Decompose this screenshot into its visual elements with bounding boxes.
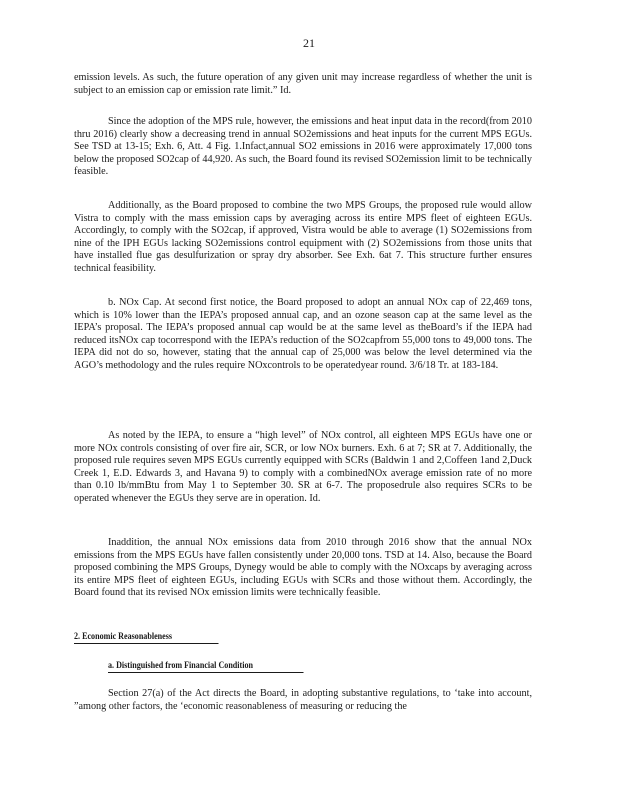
paragraph-2: Since the adoption of the MPS rule, however, the emissions and heat input data in the record(from 2010 thru 2016) clearly show a decreasing trend in annual SO2emissions and heat inputs for the current MPS EGUs. See TSD at 13-15; Exh. 6, Att. 4 Fig. 1.Infact,annual SO2 emissions in 2016 were approximately 17,000 tons below the proposed SO2cap of 44,920. As such, the Board found its revised SO2emission limit to be technically feasible. (74, 116, 532, 177)
paragraph-1: emission levels. As such, the future operation of any given unit may increase regardless of whether the unit is subject to an emission cap or emission rate limit.” Id. (74, 72, 532, 96)
paragraph-3: Additionally, as the Board proposed to combine the two MPS Groups, the proposed rule would allow Vistra to comply with the mass emission caps by averaging across its entire MPS fleet of eighteen EGUs. Accordingly, to comply with the SO2cap, if approved, Vistra would be able to average (1) SO2emissions from nine of the IPH EGUs lacking SO2emissions control equipment with (2) SO2emissions from those units that have installed flue gas desulfurization or spray dry absorber. See Exh. 6at 7. This structure further ensures technical feasibility. (74, 200, 532, 274)
section-heading: 2. Economic Reasonableness (74, 632, 219, 644)
paragraph-5: As noted by the IEPA, to ensure a “high level” of NOx control, all eighteen MPS EGUs have one or more NOx controls consisting of over fire air, SCR, or low NOx burners. Exh. 6 at 7; SR at 7. Additionally, the proposed rule requires seven MPS EGUs currently equipped with SCRs (Baldwin 1 and 2,Coffeen 1and 2,Duck Creek 1, E.D. Edwards 3, and Havana 9) to comply with a combinedNOx average emission rate of no more than 0.10 lb/mmBtu from May 1 to September 30. SR at 6-7. The proposedrule also requires SCRs to be operated whenever the EGUs they serve are in operation. Id. (74, 430, 532, 504)
subsection-heading: a. Distinguished from Financial Condition (108, 661, 304, 673)
page-number: 21 (303, 36, 315, 50)
paragraph-6: Inaddition, the annual NOx emissions data from 2010 through 2016 show that the annual NOx emissions from the MPS EGUs have fallen consistently under 20,000 tons. TSD at 14. Also, because the Board proposed combining the MPS Groups, Dynegy would be able to comply with the NOxcaps by averaging across its entire MPS fleet of eighteen EGUs, including EGUs with SCRs and those without them. Accordingly, the Board found that its revised NOx emission limits were technically feasible. (74, 537, 532, 598)
paragraph-7: Section 27(a) of the Act directs the Board, in adopting substantive regulations, to ‘take into account, ”among other factors, the ‘economic reasonableness of measuring or reducing the (74, 688, 532, 712)
paragraph-4: b. NOx Cap. At second first notice, the Board proposed to adopt an annual NOx cap of 22,469 tons, which is 10% lower than the IEPA’s proposed annual cap, and an ozone season cap at the same level as the IEPA’s proposal. The IEPA’s proposed annual cap would be at the same level as theBoard’s if the IEPA had reduced itsNOx cap tocorrespond with the IEPA’s reduction of the SO2capfrom 55,000 tons to 49,000 tons. The IEPA did not do so, however, stating that the annual cap of 25,000 was below the level determined via the AGO’s methodology and the rules require NOxcontrols to be operatedyear round. 3/6/18 Tr. at 183-184. (74, 297, 532, 371)
